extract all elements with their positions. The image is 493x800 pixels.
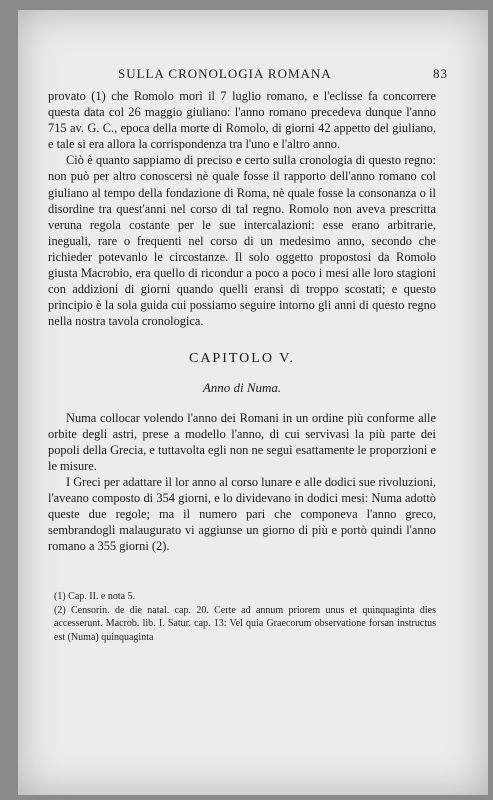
main-text xyxy=(48,88,436,554)
paragraph-greek-year: I Greci per adattare il lor anno al corso lunare e alle dodici sue rivoluzioni, l'aveano composto di 354 giorni, e lo dividevano in dodici mesi: Numa adottò queste due regole; ma il numero pari che componeva l'anno greco, sembrandogli malaugurato vi aggiunse un giorno di più e portò quindi l'anno romano a 355 giorni (2). xyxy=(48,474,436,554)
chapter-heading: CAPITOLO V. xyxy=(188,351,296,367)
running-head xyxy=(58,66,448,84)
page-number: 83 xyxy=(433,66,448,81)
paragraph-continuation: provato (1) che Romolo morì il 7 luglio romano, e l'eclisse fa concorrere questa data col 26 maggio giuliano: l'anno romano precedeva dunque l'anno 715 av. G. C., epoca della morte di Romolo, di giorni 42 appetto del giuliano, e tale si era allora la corrispondenza tra l'uno e l'altro anno. xyxy=(48,89,436,152)
footnote-1: (1) Cap. II. e nota 5. xyxy=(54,591,136,602)
footnote-2: (2) Censorin. de die natal. cap. 20. Certe ad annum priorem unus et quinquaginta dies accesserunt. Macrob. lib. I. Satur. cap. 13: Vel quia Graecorum observatione forsan instructus est (Numa) quinquaginta xyxy=(54,604,436,643)
paragraph-reign-chronology: Ciò è quanto sappiamo di preciso e certo sulla cronologia di questo regno: non può per altro conoscersi nè quale fosse il rapporto dell'anno romano col giuliano al tempo della fondazione di Roma, nè quale fosse la consonanza o il disordine tra quest'anni nel corso di tal regno. Romolo non aveva prescritta veruna regola costante per le sue intercalazioni: esse erano arbitrarie, ineguali, rare o frequenti nel corso di un medesimo anno, secondo che richieder potevanlo le circostanze. Il solo oggetto propostosi da Romolo giusta Macrobio, era quello di ricondur a poco a poco i mesi alle loro stagioni con addizioni di giorni quando quelli eransi di troppo scostati; e questo principio è la sola guida cui possiamo seguire intorno gli anni di questo regno nella nostra tavola cronologica. xyxy=(48,153,436,329)
footnotes xyxy=(48,590,436,644)
running-title: SULLA CRONOLOGIA ROMANA xyxy=(118,66,332,81)
book-page xyxy=(18,10,488,795)
paragraph-numa-year: Numa collocar volendo l'anno dei Romani in un ordine più conforme alle orbite degli astri, prese a modello l'anno, di cui servivasi la più parte dei popoli della Grecia, e tuttavolta egli non ne seguì esattamente le proporzioni e le misure. xyxy=(48,410,436,473)
chapter-subtitle: Anno di Numa. xyxy=(202,379,282,395)
